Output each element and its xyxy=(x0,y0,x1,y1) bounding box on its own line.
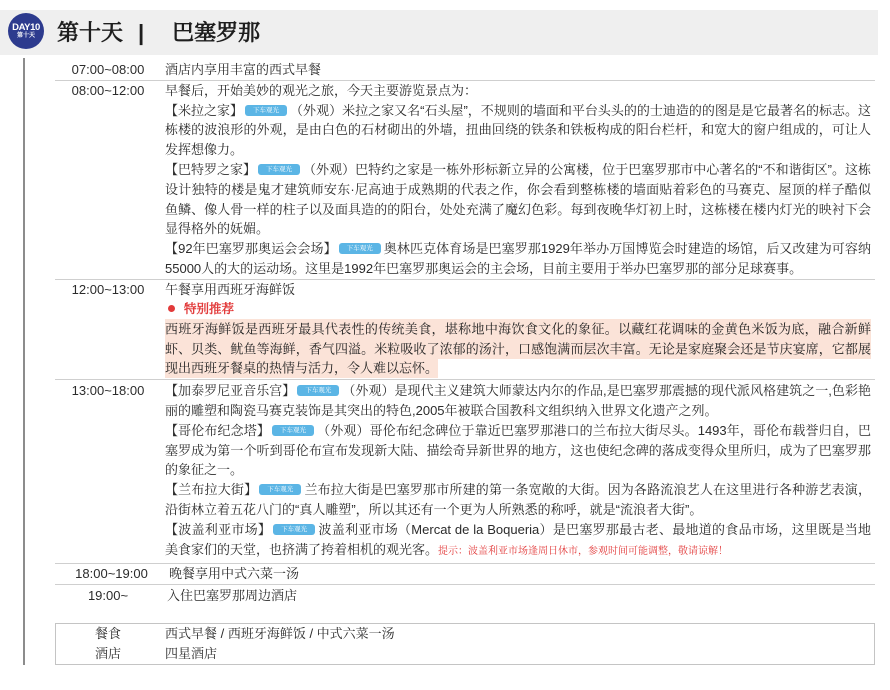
hotel-label: 酒店 xyxy=(94,646,121,662)
spot-name: 【92年巴塞罗那奥运会会场】 xyxy=(165,241,337,257)
time-cell: 07:00~08:00 xyxy=(71,62,145,77)
day-badge-label: 第十天 xyxy=(16,33,35,39)
summary-hotel-row xyxy=(56,644,874,664)
activity-content xyxy=(161,381,875,561)
day-badge xyxy=(8,13,44,49)
spot-desc: 兰布拉大街是巴塞罗那市所建的第一条宽敞的大街。因为各路流浪艺人在这里进行各种游艺表演，沿街林立着五花八门的“真人雕塑”，所以其还有一个更为人所熟悉的称呼，就是“流浪者大街”。 xyxy=(165,482,871,518)
schedule-table xyxy=(55,60,875,606)
activity-text: 午餐享用西班牙海鲜饭 xyxy=(165,281,296,297)
tour-tag: 下车观光 xyxy=(245,105,287,116)
time-cell: 08:00~12:00 xyxy=(71,82,145,98)
activity-text: 酒店内享用丰富的西式早餐 xyxy=(165,62,322,77)
highlight-text: 西班牙海鲜饭是西班牙最具代表性的传统美食，堪称地中海饮食文化的象征。以藏红花调味的金黄色米饭为底，融合新鲜虾、贝类、鱿鱼等海鲜，香气四溢。米粒吸收了浓郁的汤汁，口感饱满而层次丰富。无论是家庭聚会还是节庆宴席，它都展现出西班牙餐桌的热情与活力，令人难以忘怀。 xyxy=(165,319,871,379)
time-cell: 12:00~13:00 xyxy=(71,281,145,297)
schedule-row xyxy=(55,280,875,380)
day-badge-number: DAY10 xyxy=(12,22,40,33)
spot xyxy=(165,239,871,279)
meals-value: 西式早餐 / 西班牙海鲜饭 / 中式六菜一汤 xyxy=(165,626,395,642)
page-title xyxy=(57,10,260,55)
time-cell: 18:00~19:00 xyxy=(75,566,148,582)
tour-tag: 下车观光 xyxy=(273,524,315,535)
hotel-value: 四星酒店 xyxy=(165,646,218,662)
recommend-label: 特别推荐 xyxy=(184,301,235,316)
schedule-row xyxy=(55,380,875,565)
time-cell: 19:00~ xyxy=(87,588,129,604)
activity-content xyxy=(161,280,875,379)
spot xyxy=(165,160,871,239)
tour-tag: 下车观光 xyxy=(258,164,300,175)
timeline-rule xyxy=(23,58,25,665)
bullet-icon xyxy=(168,305,175,312)
itinerary xyxy=(55,60,875,665)
recommend-block xyxy=(165,319,871,378)
spot-name: 【哥伦布纪念塔】 xyxy=(165,422,270,438)
title-separator: | xyxy=(138,20,145,45)
tour-tag: 下车观光 xyxy=(297,385,339,396)
schedule-row xyxy=(55,81,875,280)
spot xyxy=(165,520,871,562)
spot-name: 【米拉之家】 xyxy=(165,102,244,118)
summary-box xyxy=(55,623,875,665)
spot-name: 【波盖利亚市场】 xyxy=(165,521,272,537)
spot-desc: （外观）是现代主义建筑大师蒙达内尔的作品,是巴塞罗那震撼的现代派风格建筑之一,色彩艳丽的雕塑和陶瓷马赛克装饰是其突出的特色,2005年被联合国教科文组织纳入世界文化遗产之列。 xyxy=(165,383,871,419)
spot-desc: 波盖利亚市场（Mercat de la Boqueria）是巴塞罗那最古老、最地道的食品市场，这里既是当地美食家们的天堂，也挤满了挎着相机的观光客。 xyxy=(165,521,871,557)
summary-meals-row xyxy=(56,624,874,644)
spot-name: 【加泰罗尼亚音乐宫】 xyxy=(165,383,296,399)
schedule-row xyxy=(55,60,875,81)
spot-desc: 奥林匹克体育场是巴塞罗那1929年举办万国博览会时建造的场馆，后又改建为可容纳55000人的大的运动场。这里是1992年巴塞罗那奥运会的主会场，目前主要用于举办巴塞罗那的部分足球赛事。 xyxy=(165,241,871,276)
tour-tag: 下车观光 xyxy=(272,425,314,436)
spot-name: 【兰布拉大街】 xyxy=(165,482,258,498)
spot-name: 【巴特罗之家】 xyxy=(165,161,257,177)
meals-label: 餐食 xyxy=(94,626,121,642)
day-header xyxy=(0,10,878,55)
spot xyxy=(165,480,871,520)
spot xyxy=(165,101,871,160)
title-day: 第十天 xyxy=(57,20,124,45)
recommend-heading xyxy=(165,300,871,320)
spot-desc: （外观）米拉之家又名“石头屋”，不规则的墙面和平台头头的的士迪造的的图是是它最著名的标志。这栋楼的波浪形的外观，是由白色的石材砌出的外墙，扭曲回绕的铁条和铁板构成的阳台栏杆，和宽大的窗户组成的，可让人发挥想像力。 xyxy=(165,102,871,158)
schedule-row xyxy=(55,564,875,585)
spot xyxy=(165,421,871,480)
time-cell: 13:00~18:00 xyxy=(71,383,145,399)
schedule-row xyxy=(55,585,875,606)
activity-intro: 早餐后，开始美妙的观光之旅，今天主要游览景点为： xyxy=(165,82,478,98)
tour-tag: 下车观光 xyxy=(339,243,381,254)
activity-text: 入住巴塞罗那周边酒店 xyxy=(167,588,298,604)
tour-tag: 下车观光 xyxy=(259,484,301,495)
spot xyxy=(165,381,871,421)
activity-content xyxy=(161,81,875,279)
activity-text: 晚餐享用中式六菜一汤 xyxy=(169,566,300,582)
spot-desc: （外观）哥伦布纪念碑位于靠近巴塞罗那港口的兰布拉大街尽头。1493年，哥伦布载誉归自，巴塞罗成为第一个听到哥伦布宣布发现新大陆、描绘奇异新世界的地方，这也使纪念碑的落成变得众里所归，成为了巴塞罗那的象征之一。 xyxy=(165,422,871,478)
title-city: 巴塞罗那 xyxy=(172,20,261,45)
spot-desc: （外观）巴特约之家是一栋外形标新立异的公寓楼，位于巴塞罗那市中心著名的“不和谐街区”。这栋设计独特的楼是鬼才建筑师安东·尼高迪于成熟期的代表之作，你会看到整栋楼的墙面贴着彩色的马赛克、屋顶的样子酷似鱼鳞、像人骨一样的柱子以及面具造的的阳台，处处充满了魔幻色彩。每到夜晚华灯初上时，这栋楼在楼内灯光的映衬下会显得格外的妩媚。 xyxy=(165,161,871,237)
tip-text: 提示：波盖利亚市场逢周日休市，参观时间可能调整，敬请谅解！ xyxy=(438,545,729,557)
